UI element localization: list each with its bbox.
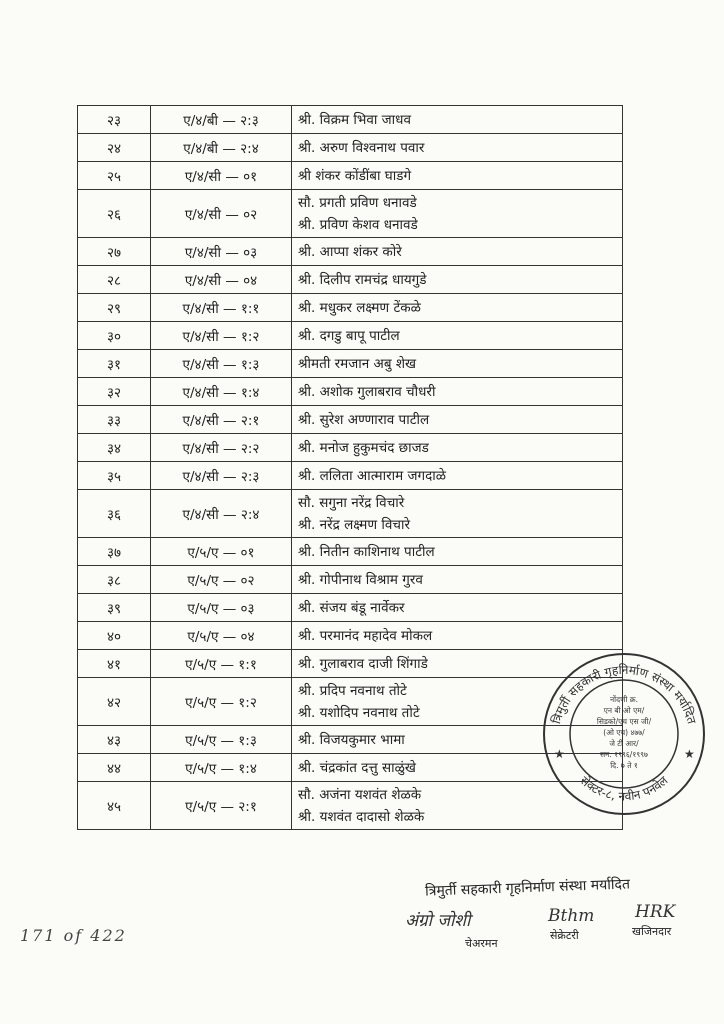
seal-inner-text: जे टी आर/ <box>609 739 639 748</box>
member-name: श्री शंकर कोंडींबा घाडगे <box>298 167 412 184</box>
table-row <box>78 294 623 322</box>
member-name: सौ. सगुना नरेंद्र विचारे <box>298 494 405 511</box>
serial-number: ३४ <box>78 434 151 462</box>
chairman-signature: अंग्रो जोशी <box>405 911 471 931</box>
flat-number: ए/४/सी — ०२ <box>151 190 292 238</box>
member-name: सौ. प्रगती प्रविण धनावडे <box>298 194 417 211</box>
serial-number: ४४ <box>78 754 151 782</box>
serial-number: ३९ <box>78 594 151 622</box>
flat-number: ए/४/सी — २:३ <box>151 462 292 490</box>
serial-number: ४० <box>78 622 151 650</box>
flat-number: ए/५/ए — १:१ <box>151 650 292 678</box>
serial-number: ४३ <box>78 726 151 754</box>
serial-number: ४५ <box>78 782 151 830</box>
member-name: श्री. सुरेश अण्णाराव पाटील <box>298 411 430 428</box>
serial-number: ३१ <box>78 350 151 378</box>
serial-number: ३६ <box>78 490 151 538</box>
flat-number: ए/४/सी — ०४ <box>151 266 292 294</box>
flat-number: ए/५/ए — ०१ <box>151 538 292 566</box>
flat-number: ए/४/सी — १:४ <box>151 378 292 406</box>
secretary-signature: Bthm <box>548 906 595 926</box>
member-name: श्री. यशवंत दादासो शेळके <box>298 808 425 825</box>
serial-number: ३० <box>78 322 151 350</box>
member-name: श्री. गोपीनाथ विश्राम गुरव <box>298 571 423 588</box>
table-row <box>78 566 623 594</box>
member-names <box>292 238 623 266</box>
flat-number: ए/५/ए — १:२ <box>151 678 292 726</box>
seal-inner-text: दि. ७ ते १ <box>610 761 638 770</box>
member-names <box>292 490 623 538</box>
serial-number: २६ <box>78 190 151 238</box>
table-row <box>78 266 623 294</box>
society-name-footer: त्रिमुर्ती सहकारी गृहनिर्माण संस्था मर्यादित <box>424 876 631 900</box>
table-row <box>78 622 623 650</box>
table-row <box>78 406 623 434</box>
member-name: श्री. यशोदिप नवनाथ तोटे <box>298 704 420 721</box>
member-name: श्री. संजय बंडू नार्वेकर <box>298 599 405 616</box>
table-row <box>78 350 623 378</box>
member-name: श्री. विजयकुमार भामा <box>298 731 405 748</box>
table-row <box>78 434 623 462</box>
svg-text:सेक्टर-८, नवीन पनवेल: सेक्टर-८, नवीन पनवेल <box>577 773 671 804</box>
member-names <box>292 134 623 162</box>
secretary-label: सेक्रेटरी <box>550 929 579 942</box>
flat-number: ए/५/ए — ०२ <box>151 566 292 594</box>
member-names <box>292 266 623 294</box>
serial-number: ३२ <box>78 378 151 406</box>
table-row <box>78 134 623 162</box>
table-row <box>78 538 623 566</box>
serial-number: ३३ <box>78 406 151 434</box>
flat-number: ए/४/सी — २:१ <box>151 406 292 434</box>
serial-number: २३ <box>78 106 151 134</box>
member-name: श्री. आप्पा शंकर कोरे <box>298 243 402 260</box>
seal-inner-text: (ओ एच) ४७७/ <box>603 728 645 737</box>
member-name: श्री. अशोक गुलाबराव चौधरी <box>298 383 436 400</box>
table-row <box>78 190 623 238</box>
page-number: 171 of 422 <box>20 926 127 945</box>
member-names <box>292 106 623 134</box>
table-row <box>78 162 623 190</box>
serial-number: २५ <box>78 162 151 190</box>
flat-number: ए/४/बी — २:४ <box>151 134 292 162</box>
serial-number: २७ <box>78 238 151 266</box>
serial-number: २९ <box>78 294 151 322</box>
table-row <box>78 462 623 490</box>
member-names <box>292 538 623 566</box>
seal-inner-text: सन: १९९६/१९९७ <box>600 750 648 759</box>
member-names <box>292 350 623 378</box>
flat-number: ए/५/ए — १:३ <box>151 726 292 754</box>
society-seal-stamp <box>540 650 708 818</box>
table-row <box>78 106 623 134</box>
member-name: श्री. विक्रम भिवा जाधव <box>298 111 411 128</box>
treasurer-signature: HRK <box>635 902 676 922</box>
member-name: श्री. प्रदिप नवनाथ तोटे <box>298 682 407 699</box>
flat-number: ए/४/बी — २:३ <box>151 106 292 134</box>
flat-number: ए/४/सी — १:१ <box>151 294 292 322</box>
svg-text:त्रिमुर्ती सहकारी गृहनिर्माण स: त्रिमुर्ती सहकारी गृहनिर्माण संस्था मर्यादित <box>549 662 699 726</box>
member-name: श्री. चंद्रकांत दत्तु साळुंखे <box>298 759 416 776</box>
member-name: श्री. दगडु बापू पाटील <box>298 327 400 344</box>
table-row <box>78 490 623 538</box>
flat-number: ए/४/सी — ०१ <box>151 162 292 190</box>
member-name: श्री. परमानंद महादेव मोकल <box>298 627 433 644</box>
member-name: श्री. प्रविण केशव धनावडे <box>298 216 418 233</box>
seal-inner-text: सिडको/एच एस जी/ <box>596 717 652 726</box>
svg-text:★: ★ <box>554 747 565 761</box>
flat-number: ए/४/सी — ०३ <box>151 238 292 266</box>
member-names <box>292 322 623 350</box>
flat-number: ए/४/सी — १:२ <box>151 322 292 350</box>
member-name: श्री. ललिता आत्माराम जगदाळे <box>298 467 447 484</box>
table-row <box>78 238 623 266</box>
flat-number: ए/५/ए — १:४ <box>151 754 292 782</box>
serial-number: २४ <box>78 134 151 162</box>
member-names <box>292 190 623 238</box>
serial-number: ३७ <box>78 538 151 566</box>
member-names <box>292 294 623 322</box>
serial-number: ३८ <box>78 566 151 594</box>
flat-number: ए/४/सी — २:४ <box>151 490 292 538</box>
serial-number: ३५ <box>78 462 151 490</box>
member-names <box>292 434 623 462</box>
serial-number: २८ <box>78 266 151 294</box>
flat-number: ए/५/ए — ०३ <box>151 594 292 622</box>
flat-number: ए/५/ए — ०४ <box>151 622 292 650</box>
member-names <box>292 462 623 490</box>
flat-number: ए/५/ए — २:१ <box>151 782 292 830</box>
table-row <box>78 378 623 406</box>
svg-text:★: ★ <box>684 747 695 761</box>
member-names <box>292 566 623 594</box>
serial-number: ४१ <box>78 650 151 678</box>
member-name: श्री. गुलाबराव दाजी शिंगाडे <box>298 655 428 672</box>
flat-number: ए/४/सी — २:२ <box>151 434 292 462</box>
member-name: श्री. नितीन काशिनाथ पाटील <box>298 543 435 560</box>
table-row <box>78 322 623 350</box>
member-names <box>292 622 623 650</box>
member-names <box>292 162 623 190</box>
seal-inner-text: एन बी ओ एम/ <box>603 706 645 715</box>
member-names <box>292 406 623 434</box>
treasurer-label: खजिनदार <box>632 925 672 938</box>
flat-number: ए/४/सी — १:३ <box>151 350 292 378</box>
chairman-label: चेअरमन <box>465 937 498 950</box>
member-name: श्री. नरेंद्र लक्ष्मण विचारे <box>298 516 410 533</box>
member-name: श्रीमती रमजान अबु शेख <box>298 355 417 372</box>
seal-inner-text: नोंदणी क्र. <box>610 695 638 704</box>
member-name: श्री. अरुण विश्वनाथ पवार <box>298 139 425 156</box>
member-name: श्री. मनोज हुकुमचंद छाजड <box>298 439 429 456</box>
member-names <box>292 594 623 622</box>
member-names <box>292 378 623 406</box>
member-name: श्री. दिलीप रामचंद्र धायगुडे <box>298 271 427 288</box>
member-name: सौ. अजंना यशवंत शेळके <box>298 786 422 803</box>
serial-number: ४२ <box>78 678 151 726</box>
member-name: श्री. मधुकर लक्ष्मण टेंकळे <box>298 299 421 316</box>
table-row <box>78 594 623 622</box>
